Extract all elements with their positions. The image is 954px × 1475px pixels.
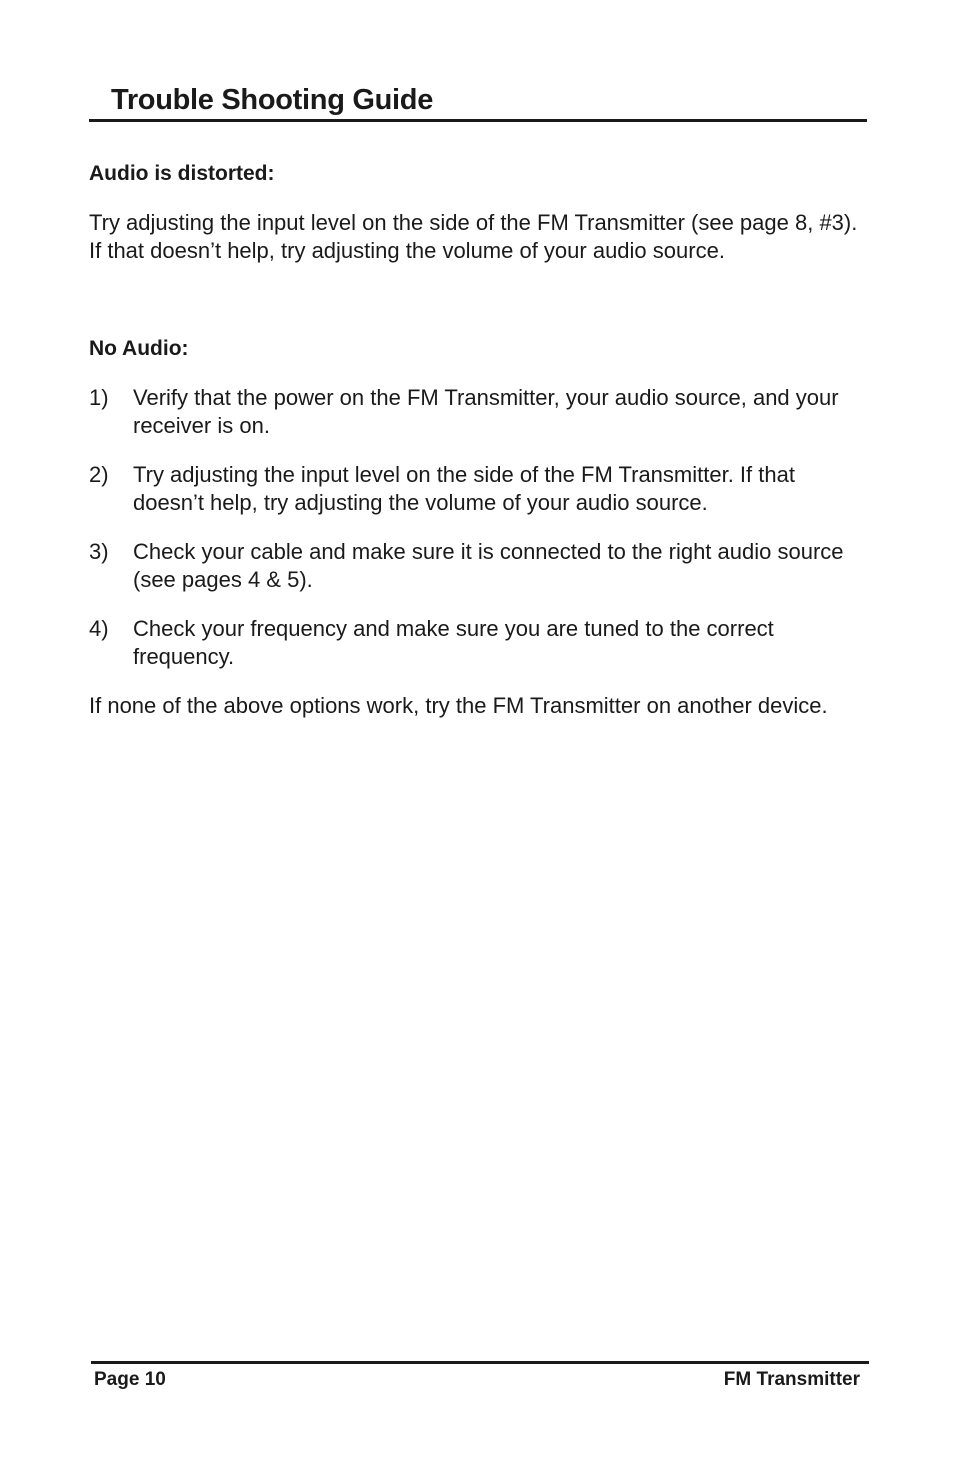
list-item-text: Check your frequency and make sure you are tuned to the correct frequency.	[133, 616, 774, 669]
list-item-text: Try adjusting the input level on the side of the FM Transmitter. If that doesn’t help, try adjusting the volume of your audio source.	[133, 462, 795, 515]
list-item	[89, 384, 869, 440]
section-heading: No Audio:	[89, 337, 189, 360]
list-item	[89, 615, 869, 671]
list-item-text: Check your cable and make sure it is connected to the right audio source (see pages 4 & 5).	[133, 539, 844, 592]
list-item-text: Verify that the power on the FM Transmitter, your audio source, and your receiver is on.	[133, 385, 839, 438]
list-item-number: 3)	[89, 539, 109, 564]
section-no-audio	[89, 335, 869, 720]
title-divider	[89, 119, 867, 122]
section-paragraph: Try adjusting the input level on the side of the FM Transmitter (see page 8, #3). If that doesn’t help, try adjusting the volume of your audio source.	[89, 210, 858, 263]
list-item-number: 2)	[89, 462, 109, 487]
product-name: FM Transmitter	[723, 1369, 860, 1390]
section-audio-distorted	[89, 160, 869, 265]
list-item	[89, 538, 869, 594]
footer-divider	[91, 1361, 869, 1364]
section-heading: Audio is distorted:	[89, 162, 275, 185]
page-title: Trouble Shooting Guide	[111, 84, 434, 116]
closing-paragraph: If none of the above options work, try the FM Transmitter on another device.	[89, 693, 828, 718]
page-content	[89, 160, 869, 720]
section-spacer	[89, 265, 869, 335]
list-item-number: 1)	[89, 385, 109, 410]
page-number: Page 10	[94, 1369, 166, 1390]
list-item-number: 4)	[89, 616, 109, 641]
steps-list	[89, 384, 869, 671]
list-item	[89, 461, 869, 517]
